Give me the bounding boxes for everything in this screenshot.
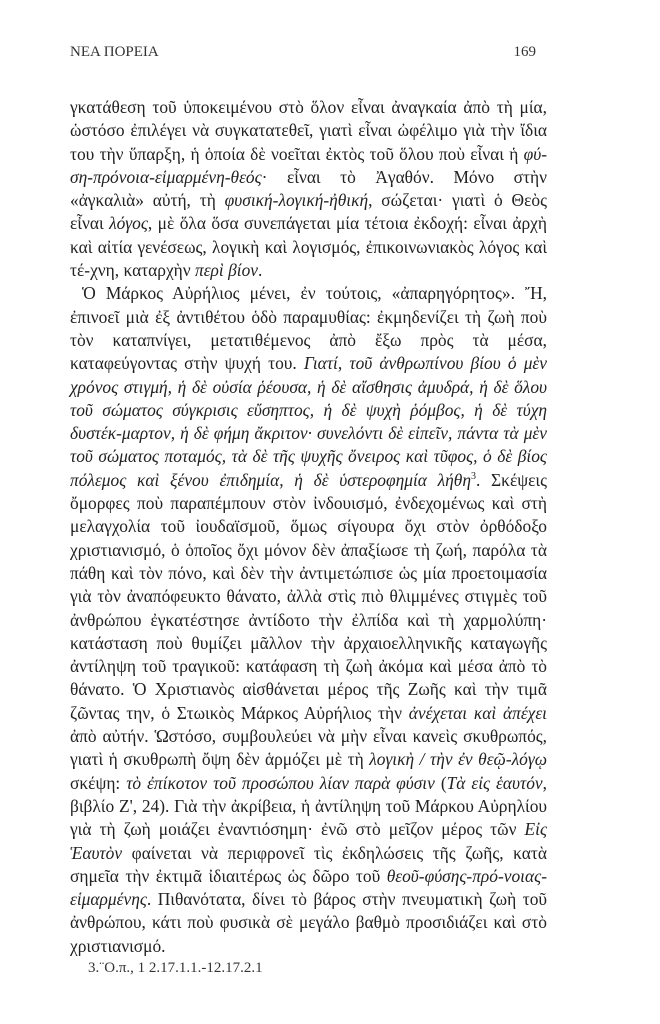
p2-seg: θεοῦ-φύσης-πρό-νοιας-εἱμαρμένης [70, 865, 547, 910]
p2-seg: Εἰς Ἑαυτὸν [70, 819, 547, 863]
p2-seg: ἀνέχεται καὶ ἀπέχει [408, 702, 548, 723]
footnote-ref: 3 [470, 470, 476, 482]
p2-seg: . Σκέψεις ὄμορφες ποὺ παραπέμπουν στὸν ἰνδουισμό, ἐνδεχομένως καὶ στὴ μελαγχολία τοῦ ἰουδαϊσμοῦ, ὅμως σίγουρα ὄχι στὸν ὀρθόδοξο χριστιανισμό, ὁ ὁποῖος ὄχι μόνον δὲν ἀπαξίωσε τὴ ζωή, παρόλα τὰ πάθη καὶ τὸν πόνο, καὶ δὲν τὴν ἀντιμετώπισε ὡς μία προετοιμασία γιὰ τὸν ἀναπόφευκτο θάνατο, ἀλλὰ στὶς πιὸ θλιμμένες στιγμὲς τοῦ ἀνθρώπου ἐγκατέστησε ἀντίδοτο τὴν ἐλπίδα καὶ τὴ χαρμολύπη· κατάσταση ποὺ θυμίζει μᾶλλον τὴν ἀρχαιοελληνικῆς καταγωγῆς ἀντίληψη τοῦ τραγικοῦ: κατάφαση τὴ ζωὴ ἀκόμα καὶ μέσα ἀπὸ τὸ θάνατο. Ὁ Χριστιανὸς αἰσθάνεται μέρος τῆς Ζωῆς καὶ τὴν τιμᾶ ζῶντας την, ὁ Στωικὸς Μάρκος Αὐρήλιος τὴν [70, 469, 547, 723]
p2-seg: Γιατί, τοῦ ἀνθρωπίνου βίου ὁ μὲν χρόνος στιγμή, ἡ δὲ οὐσία ῥέουσα, ἡ δὲ αἴσθησις ἀμυδρά, ἡ δὲ ὅλου τοῦ σώματος σύγκρισις εὔσηπτος, ἡ δὲ ψυχὴ ῥόμβος, ἡ δὲ τύχη δυστέκ-μαρτον, ἡ δὲ φήμη ἄκριτον· συνελόντι δὲ εἰπεῖν, πάντα τὰ μὲν τοῦ σώματος ποταμός, τὰ δὲ τῆς ψυχῆς ὄνειρος καὶ τῦφος, ὁ δὲ βίος πόλεμος καὶ ξένου ἐπιδημία, ἡ δὲ ὑστεροφημία λήθη [70, 353, 548, 490]
footnote: 3.¨Ο.π., 1 2.17.1.1.-12.17.2.1 [88, 960, 263, 976]
p1-seg: . [257, 260, 263, 281]
p1-seg: · εἶναι τὸ Ἀγαθόν. Μόνο στὴν «ἀγκαλιὰ» αὐτή, τὴ [70, 166, 547, 211]
p1-seg: γκατάθεση τοῦ ὑποκειμένου στὸ ὅλον εἶναι ἀναγκαία ἀπὸ τὴ μία, ὡστόσο ἐπιλέγει νὰ συγκατατεθεῖ, γιατὶ εἶναι ὠφέλιμο γιὰ τὴν ἴδια του τὴν ὕπαρξη, ἡ ὁποία δὲ νοεῖται ἐκτὸς τοῦ ὅλου ποὺ εἶναι ἡ [70, 97, 547, 164]
p2-seg: τὸ ἐπίκοτον τοῦ προσώπου λίαν παρὰ φύσιν [126, 772, 435, 793]
p1-seg: φυσική-λογική-ἠθική [224, 190, 369, 211]
p1-seg: , μὲ ὅλα ὅσα συνεπάγεται μία τέτοια ἐκδοχή: εἶναι ἀρχὴ καὶ αἰτία γενέσεως, λογικὴ καὶ λογισμός, ἐπικοινωνιακὸς λόγος καὶ τέ-χνη, καταρχὴν [70, 213, 547, 281]
p2-seg: Ὁ Μάρκος Αὐρήλιος μένει, ἐν τούτοις, «ἀπαρηγόρητος». Ἤ, ἐπινοεῖ μιὰ ἐξ ἀντιθέτου ὁδὸ παραμυθίας: ἐκμηδενίζει τὴ ζωὴ ποὺ τὸν καταπνίγει, μετατιθέμενος ἀπὸ ἔξω πρὸς τὰ μέσα, καταφεύγοντας στὴν ψυχή του. [70, 283, 547, 374]
p2-seg: σκέψη: [70, 772, 127, 793]
main-text [70, 96, 547, 958]
p2-seg: , βιβλίο Ζ', 24). Γιὰ τὴν ἀκρίβεια, ἡ ἀντίληψη τοῦ Μάρκου Αὐρηλίου γιὰ τὴ ζωὴ μοιάζει ἐναντιόσημη· ἐνῶ στὸ μεῖζον μέρος τῶν [70, 772, 547, 840]
p2-seg: Τὰ εἰς ἑαυτόν [446, 772, 543, 793]
p2-seg: φαίνεται νὰ περιφρονεῖ τὶς ἐκδηλώσεις τῆς ζωῆς, κατὰ σημεῖα τὴν ἐκτιμᾶ ἰδιαιτέρως ὡς δῶρο τοῦ [70, 842, 547, 886]
p1-seg: φύ-ση-πρόνοια-εἱμαρμένη-θεός [70, 143, 547, 187]
running-header [70, 44, 536, 61]
paragraph-2 [70, 282, 547, 958]
page-number: 169 [513, 44, 536, 60]
paragraph-1 [70, 96, 547, 282]
p1-seg: , σώζεται· γιατὶ ὁ Θεὸς εἶναι [70, 190, 547, 234]
p2-seg: ἀπὸ αὐτήν. Ὡστόσο, συμβουλεύει νὰ μὴν εἶναι κανεὶς σκυθρωπός, γιατὶ ἡ σκυθρωπὴ ὄψη δὲν ἁρμόζει μὲ τὴ [70, 726, 547, 770]
p1-seg: περὶ βίον [194, 260, 258, 281]
running-title: ΝΕΑ ΠΟΡΕΙΑ [70, 44, 159, 60]
p2-seg: ( [434, 772, 447, 793]
p1-seg: λόγος [109, 213, 148, 234]
p2-seg: . Πιθανότατα, δίνει τὸ βάρος στὴν πνευματικὴ ζωὴ τοῦ ἀνθρώπου, κάτι ποὺ φυσικὰ σὲ μεγάλο βαθμὸ προσιδιάζει καὶ στὸ χριστιανισμό. [70, 889, 547, 956]
p2-seg: λογικὴ / τὴν ἐν θεῷ-λόγῳ [369, 749, 547, 770]
